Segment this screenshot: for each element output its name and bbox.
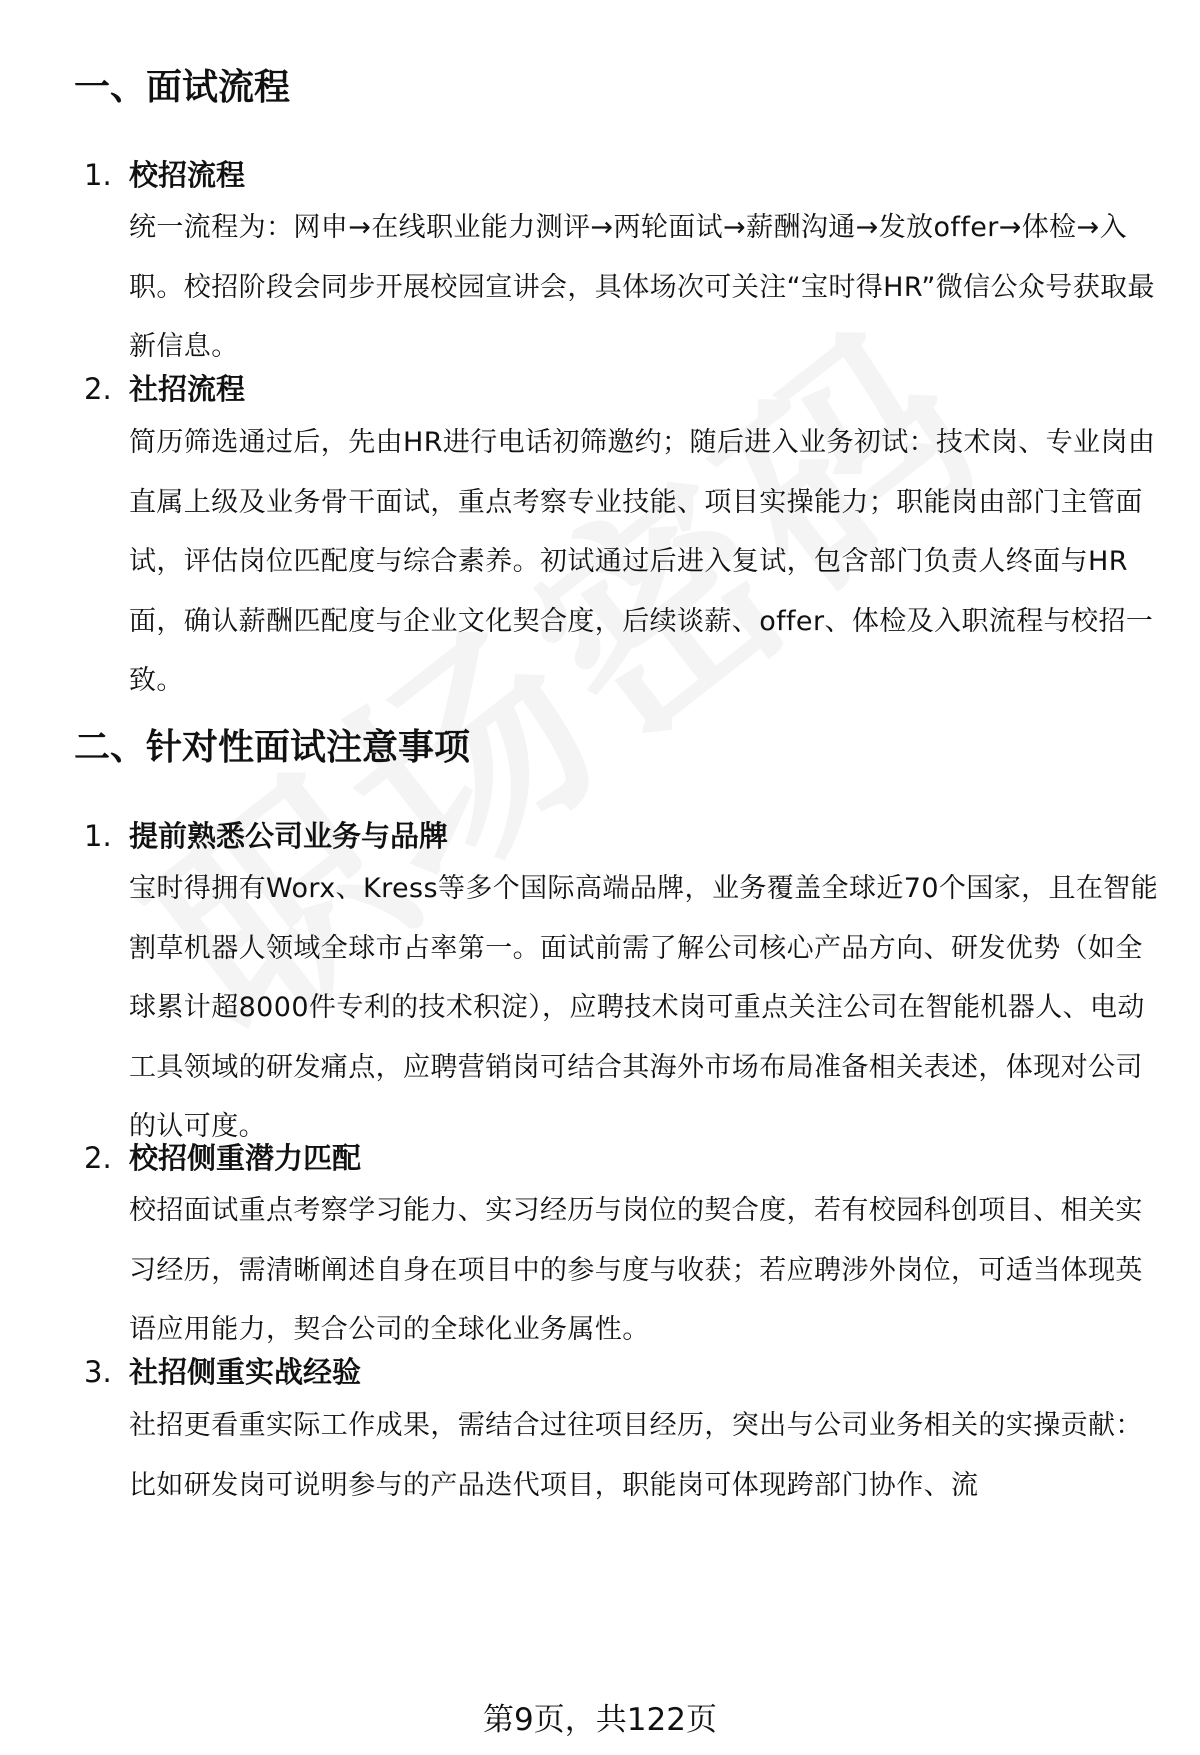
- item-title-text: 校招流程: [129, 158, 246, 192]
- item-number: 2.: [84, 372, 112, 406]
- section-title-interview-process: 一、面试流程: [74, 67, 291, 108]
- paragraph-social-process: 简历筛选通过后，先由HR进行电话初筛邀约；随后进入业务初试：技术岗、专业岗由直属上级及业务骨干面试，重点考察专业技能、项目实操能力；职能岗由部门主管面试，评估岗位匹配度与综合素养。初试通过后进入复试，包含部门负责人终面与HR面，确认薪酬匹配度与企业文化契合度，后续谈薪、offer、体检及入职流程与校招一致。: [129, 427, 1156, 696]
- section-title-interview-notes: 二、针对性面试注意事项: [74, 727, 471, 768]
- item-title-campus-potential: [84, 1128, 361, 1188]
- item-title-text: 提前熟悉公司业务与品牌: [129, 819, 449, 853]
- item-number: 2.: [84, 1141, 112, 1175]
- item-number: 1.: [84, 158, 112, 192]
- paragraph-social-experience: 社招更看重实际工作成果，需结合过往项目经历，突出与公司业务相关的实操贡献：比如研发岗可说明参与的产品迭代项目，职能岗可体现跨部门协作、流: [129, 1410, 1143, 1501]
- item-title-know-company: [84, 806, 448, 866]
- item-title-social-experience: [84, 1342, 361, 1402]
- item-title-text: 校招侧重潜力匹配: [129, 1141, 362, 1175]
- item-number: 3.: [84, 1355, 112, 1389]
- item-title-social-process: [84, 359, 245, 419]
- paragraph-campus-potential: 校招面试重点考察学习能力、实习经历与岗位的契合度，若有校园科创项目、相关实习经历，需清晰阐述自身在项目中的参与度与收获；若应聘涉外岗位，可适当体现英语应用能力，契合公司的全球化业务属性。: [129, 1195, 1143, 1345]
- paragraph-know-company: 宝时得拥有Worx、Kress等多个国际高端品牌，业务覆盖全球近70个国家，且在智能割草机器人领域全球市占率第一。面试前需了解公司核心产品方向、研发优势（如全球累计超8000件专利的技术积淀），应聘技术岗可重点关注公司在智能机器人、电动工具领域的研发痛点，应聘营销岗可结合其海外市场布局准备相关表述，体现对公司的认可度。: [129, 873, 1159, 1142]
- item-title-campus-process: [84, 145, 245, 205]
- item-title-text: 社招侧重实战经验: [129, 1355, 362, 1389]
- item-title-text: 社招流程: [129, 372, 246, 406]
- page-number-footer: 第9页，共122页: [483, 1702, 717, 1738]
- item-number: 1.: [84, 819, 112, 853]
- paragraph-campus-process: 统一流程为：网申→在线职业能力测评→两轮面试→薪酬沟通→发放offer→体检→入职。校招阶段会同步开展校园宣讲会，具体场次可关注“宝时得HR”微信公众号获取最新信息。: [129, 212, 1155, 362]
